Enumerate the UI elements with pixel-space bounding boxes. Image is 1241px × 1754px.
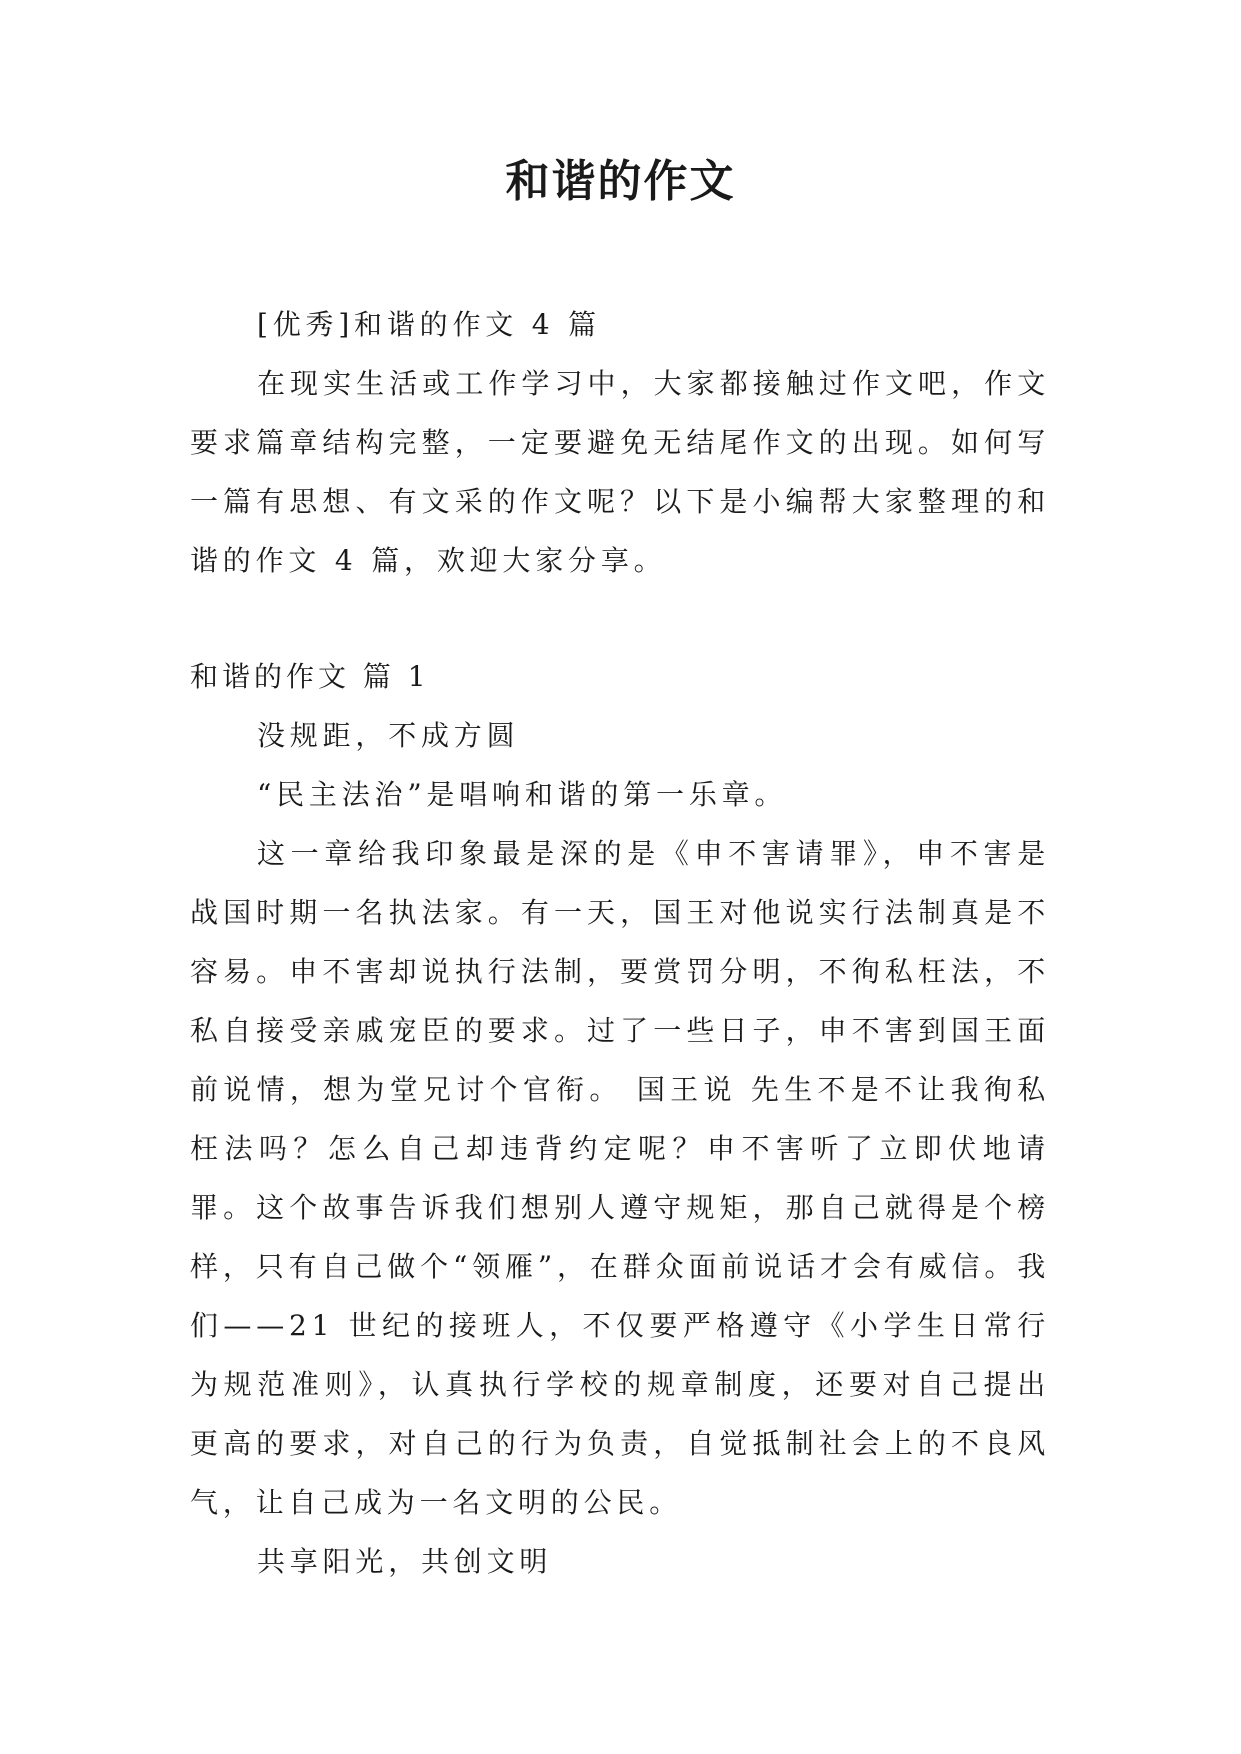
section-heading: 和谐的作文 篇 1 (190, 660, 430, 693)
intro-paragraph: 在现实生活或工作学习中，大家都接触过作文吧，作文要求篇章结构完整，一定要避免无结尾作文的出现。如何写一篇有思想、有文采的作文呢？以下是小编帮大家整理的和谐的作文 4 篇，欢迎大家分享。 (190, 367, 1050, 577)
document-body (190, 295, 1050, 1591)
document-title: 和谐的作文 (505, 156, 736, 207)
section-paragraph: 没规距，不成方圆 (257, 719, 520, 752)
section-paragraph: “民主法治”是唱响和谐的第一乐章。 (257, 778, 788, 811)
section-paragraph: 这一章给我印象最是深的是《申不害请罪》，申不害是战国时期一名执法家。有一天，国王对他说实行法制真是不容易。申不害却说执行法制，要赏罚分明，不徇私枉法，不私自接受亲戚宠臣的要求。过了一些日子，申不害到国王面前说情，想为堂兄讨个官衔。 国王说 先生不是不让我徇私枉法吗？怎么自己却违背约定呢？申不害听了立即伏地请罪。这个故事告诉我们想别人遵守规矩，那自己就得是个榜样，只有自己做个“领雁”，在群众面前说话才会有威信。我们——21 世纪的接班人，不仅要严格遵守《小学生日常行为规范准则》，认真执行学校的规章制度，还要对自己提出更高的要求，对自己的行为负责，自觉抵制社会上的不良风气，让自己成为一名文明的公民。 (190, 837, 1050, 1519)
section-paragraph: 共享阳光，共创文明 (257, 1545, 553, 1578)
document-subtitle: [优秀]和谐的作文 4 篇 (257, 308, 601, 341)
